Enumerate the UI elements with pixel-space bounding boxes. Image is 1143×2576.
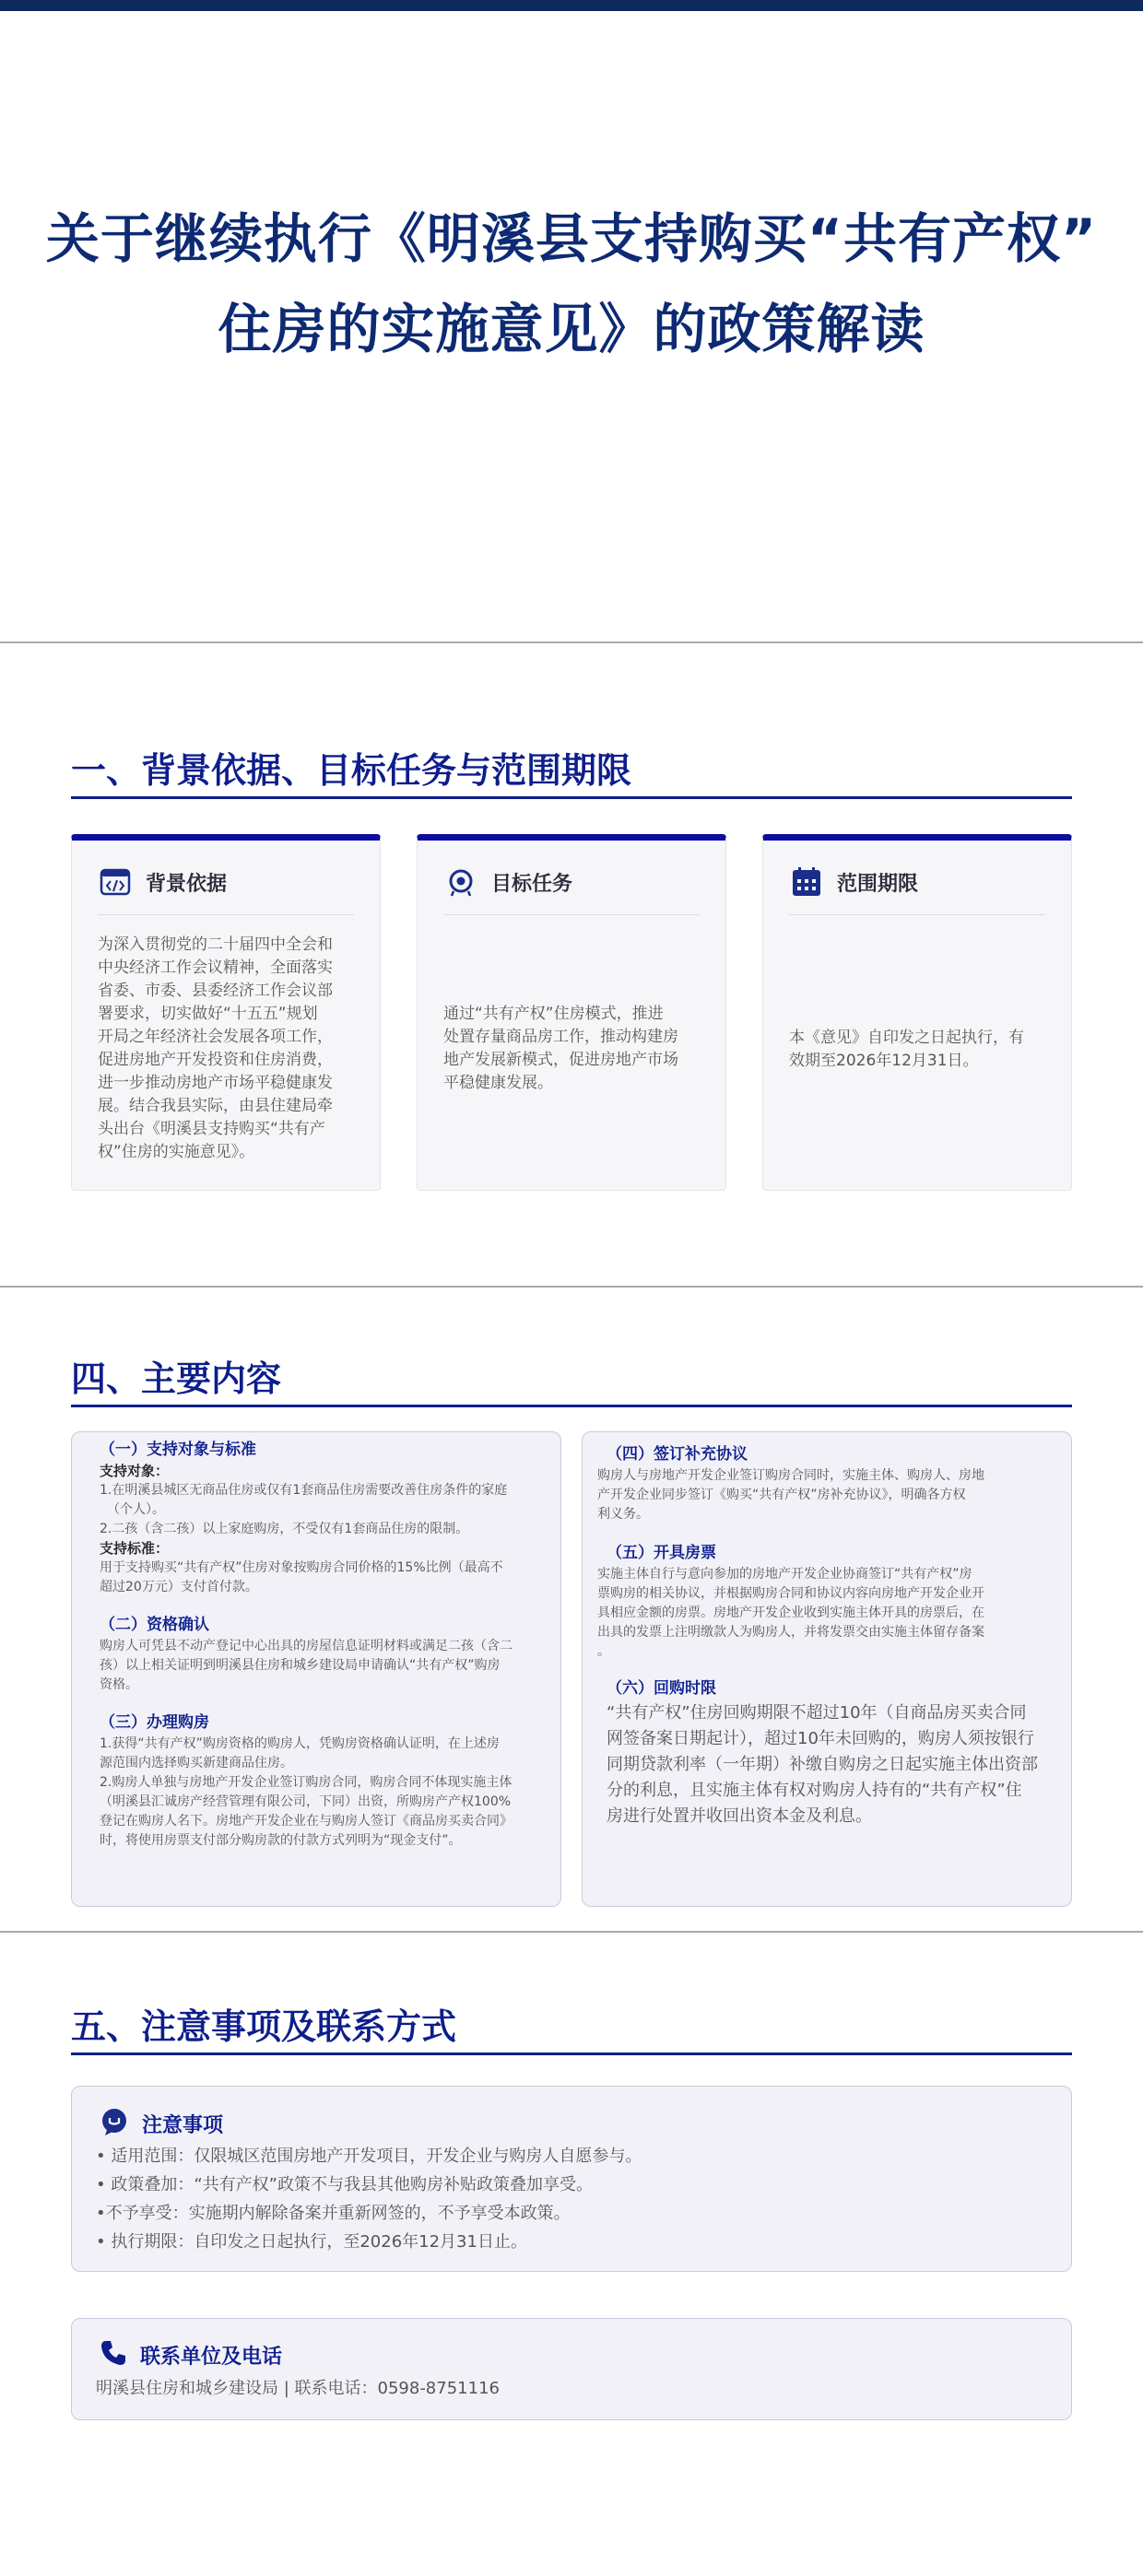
card-goals: [417, 834, 726, 1191]
text-line: （个人）。: [107, 1502, 165, 1517]
content-panel-left: [71, 1431, 561, 1907]
card-label: 范围期限: [837, 872, 919, 896]
notes-box: [71, 2086, 1072, 2272]
card-divider: [98, 914, 354, 915]
card-line: 展。结合我县实际，由县住建局牵: [98, 1097, 333, 1115]
text-line: 出具的发票上注明缴款人为购房人，并将发票交由实施主体留存备案: [597, 1625, 984, 1640]
card-line: 头出台《明溪县支持购买“共有产: [98, 1120, 325, 1138]
card-line: 开局之年经济社会发展各项工作，: [98, 1028, 333, 1046]
card-line: 权”住房的实施意见》。: [98, 1143, 255, 1161]
card-line: 效期至2026年12月31日。: [789, 1052, 979, 1070]
card-line: 通过“共有产权”住房模式，推进: [443, 1005, 664, 1023]
text-line: 时，将使用房票支付部分购房款的付款方式列明为“现金支付”。: [100, 1833, 462, 1848]
text-line: 2.二孩（含二孩）以上家庭购房，不受仅有1套商品住房的限制。: [100, 1522, 469, 1536]
text-line: 具相应金额的房票。房地产开发企业收到实施主体开具的房票后，在: [597, 1606, 984, 1620]
subsection-title: （四）签订补充协议: [607, 1445, 748, 1464]
text-line: 房进行处置并收回出资本金及利息。: [607, 1806, 872, 1826]
card-divider: [789, 914, 1045, 915]
notes-label: 注意事项: [142, 2113, 224, 2137]
title-line-2: 住房的实施意见》的政策解读: [218, 298, 925, 360]
card-divider: [443, 914, 700, 915]
text-line: 孩）以上相关证明到明溪县住房和城乡建设局申请确认“共有产权”购房: [100, 1658, 501, 1673]
text-line: 产开发企业同步签订《购买“共有产权”房补充协议》，明确各方权: [597, 1488, 966, 1502]
section1-rule: [71, 796, 1072, 799]
card-line: 平稳健康发展。: [443, 1074, 553, 1092]
text-line: 利义务。: [597, 1507, 649, 1522]
text-line: 1.在明溪县城区无商品住房或仅有1套商品住房需要改善住房条件的家庭: [100, 1483, 508, 1498]
code-window-icon: [100, 866, 131, 898]
target-icon: [445, 866, 477, 898]
title-line-1: 关于继续执行《明溪县支持购买“共有产权”: [45, 207, 1098, 270]
card-body: [443, 1003, 701, 1095]
card-body: [789, 1027, 1047, 1073]
card-line: 进一步推动房地产市场平稳健康发: [98, 1074, 333, 1092]
text-line: 超过20万元）支付首付款。: [100, 1580, 258, 1594]
card-line: 署要求，切实做好“十五五”规划: [98, 1005, 318, 1023]
card-body: [98, 934, 356, 1164]
chat-bubble-icon: [100, 2107, 129, 2140]
text-line: “共有产权”住房回购期限不超过10年（自商品房买卖合同: [607, 1703, 1027, 1723]
text-line: 网签备案日期起计），超过10年未回购的，购房人须按银行: [607, 1729, 1034, 1748]
content-panel-right: [582, 1431, 1072, 1907]
card-line: 省委、市委、县委经济工作会议部: [98, 982, 333, 1000]
card-line: 本《意见》自印发之日起执行，有: [789, 1029, 1024, 1047]
card-line: 促进房地产开发投资和住房消费，: [98, 1051, 333, 1069]
contact-label: 联系单位及电话: [140, 2345, 283, 2369]
card-line: 中央经济工作会议精神，全面落实: [98, 959, 333, 977]
text-line: 实施主体自行与意向参加的房地产开发企业协商签订“共有产权”房: [597, 1567, 972, 1582]
contact-box: [71, 2318, 1072, 2420]
subsection-title: （二）资格确认: [100, 1616, 209, 1634]
label-support-standard: 支持标准：: [100, 1540, 170, 1557]
text-line: 分的利息，且实施主体有权对购房人持有的“共有产权”住: [607, 1781, 1022, 1800]
text-line: 源范围内选择购买新建商品住房。: [100, 1756, 293, 1770]
text-line: 2.购房人单独与房地产开发企业签订购房合同，购房合同不体现实施主体: [100, 1775, 513, 1790]
card-line: 处置存量商品房工作，推动构建房: [443, 1028, 678, 1046]
section4-rule: [71, 1405, 1072, 1407]
section5-heading: 五、注意事项及联系方式: [71, 2006, 457, 2047]
note-item: • 执行期限：自印发之日起执行，至2026年12月31日止。: [96, 2232, 527, 2252]
text-line: 。: [597, 1644, 610, 1659]
card-label: 目标任务: [491, 872, 573, 896]
text-line: （明溪县汇诚房产经营管理有限公司，下同）出资，所购房产产权100%: [100, 1794, 512, 1809]
subsection-title: （六）回购时限: [607, 1679, 716, 1698]
card-line: 地产发展新模式，促进房地产市场: [443, 1051, 678, 1069]
text-line: 1.获得“共有产权”购房资格的购房人，凭购房资格确认证明，在上述房: [100, 1736, 500, 1751]
subsection-title: （一）支持对象与标准: [100, 1441, 256, 1459]
calendar-icon: [791, 866, 822, 898]
note-item: • 适用范围：仅限城区范围房地产开发项目，开发企业与购房人自愿参与。: [96, 2147, 642, 2166]
label-support-object: 支持对象：: [100, 1463, 170, 1479]
note-item: •不予享受：实施期内解除备案并重新网签的，不予享受本政策。: [96, 2204, 571, 2223]
card-line: 为深入贯彻党的二十届四中全会和: [98, 935, 333, 954]
section-divider: [0, 1931, 1143, 1933]
text-line: 购房人可凭县不动产登记中心出具的房屋信息证明材料或满足二孩（含二: [100, 1639, 513, 1653]
section-divider: [0, 641, 1143, 643]
card-label: 背景依据: [146, 872, 228, 896]
text-line: 购房人与房地产开发企业签订购房合同时，实施主体、购房人、房地: [597, 1468, 984, 1483]
section1-heading: 一、背景依据、目标任务与范围期限: [71, 750, 632, 791]
section5-rule: [71, 2053, 1072, 2055]
text-line: 票购房的相关协议，并根据购房合同和协议内容向房地产开发企业开: [597, 1586, 984, 1601]
note-item: • 政策叠加：“共有产权”政策不与我县其他购房补贴政策叠加享受。: [96, 2175, 593, 2194]
card-background: [71, 834, 381, 1191]
contact-text: 明溪县住房和城乡建设局 | 联系电话：0598-8751116: [96, 2379, 500, 2398]
subsection-title: （五）开具房票: [607, 1544, 716, 1562]
page-title: [0, 194, 1143, 374]
section-divider: [0, 1286, 1143, 1288]
card-scope: [762, 834, 1072, 1191]
text-line: 同期贷款利率（一年期）补缴自购房之日起实施主体出资部: [607, 1755, 1038, 1774]
text-line: 用于支持购买“共有产权”住房对象按购房合同价格的15%比例（最高不: [100, 1560, 503, 1575]
text-line: 资格。: [100, 1677, 138, 1692]
section4-heading: 四、主要内容: [71, 1359, 282, 1399]
top-bar: [0, 0, 1143, 11]
text-line: 登记在购房人名下。房地产开发企业在与购房人签订《商品房买卖合同》: [100, 1814, 513, 1829]
subsection-title: （三）办理购房: [100, 1713, 209, 1732]
phone-icon: [100, 2339, 127, 2370]
